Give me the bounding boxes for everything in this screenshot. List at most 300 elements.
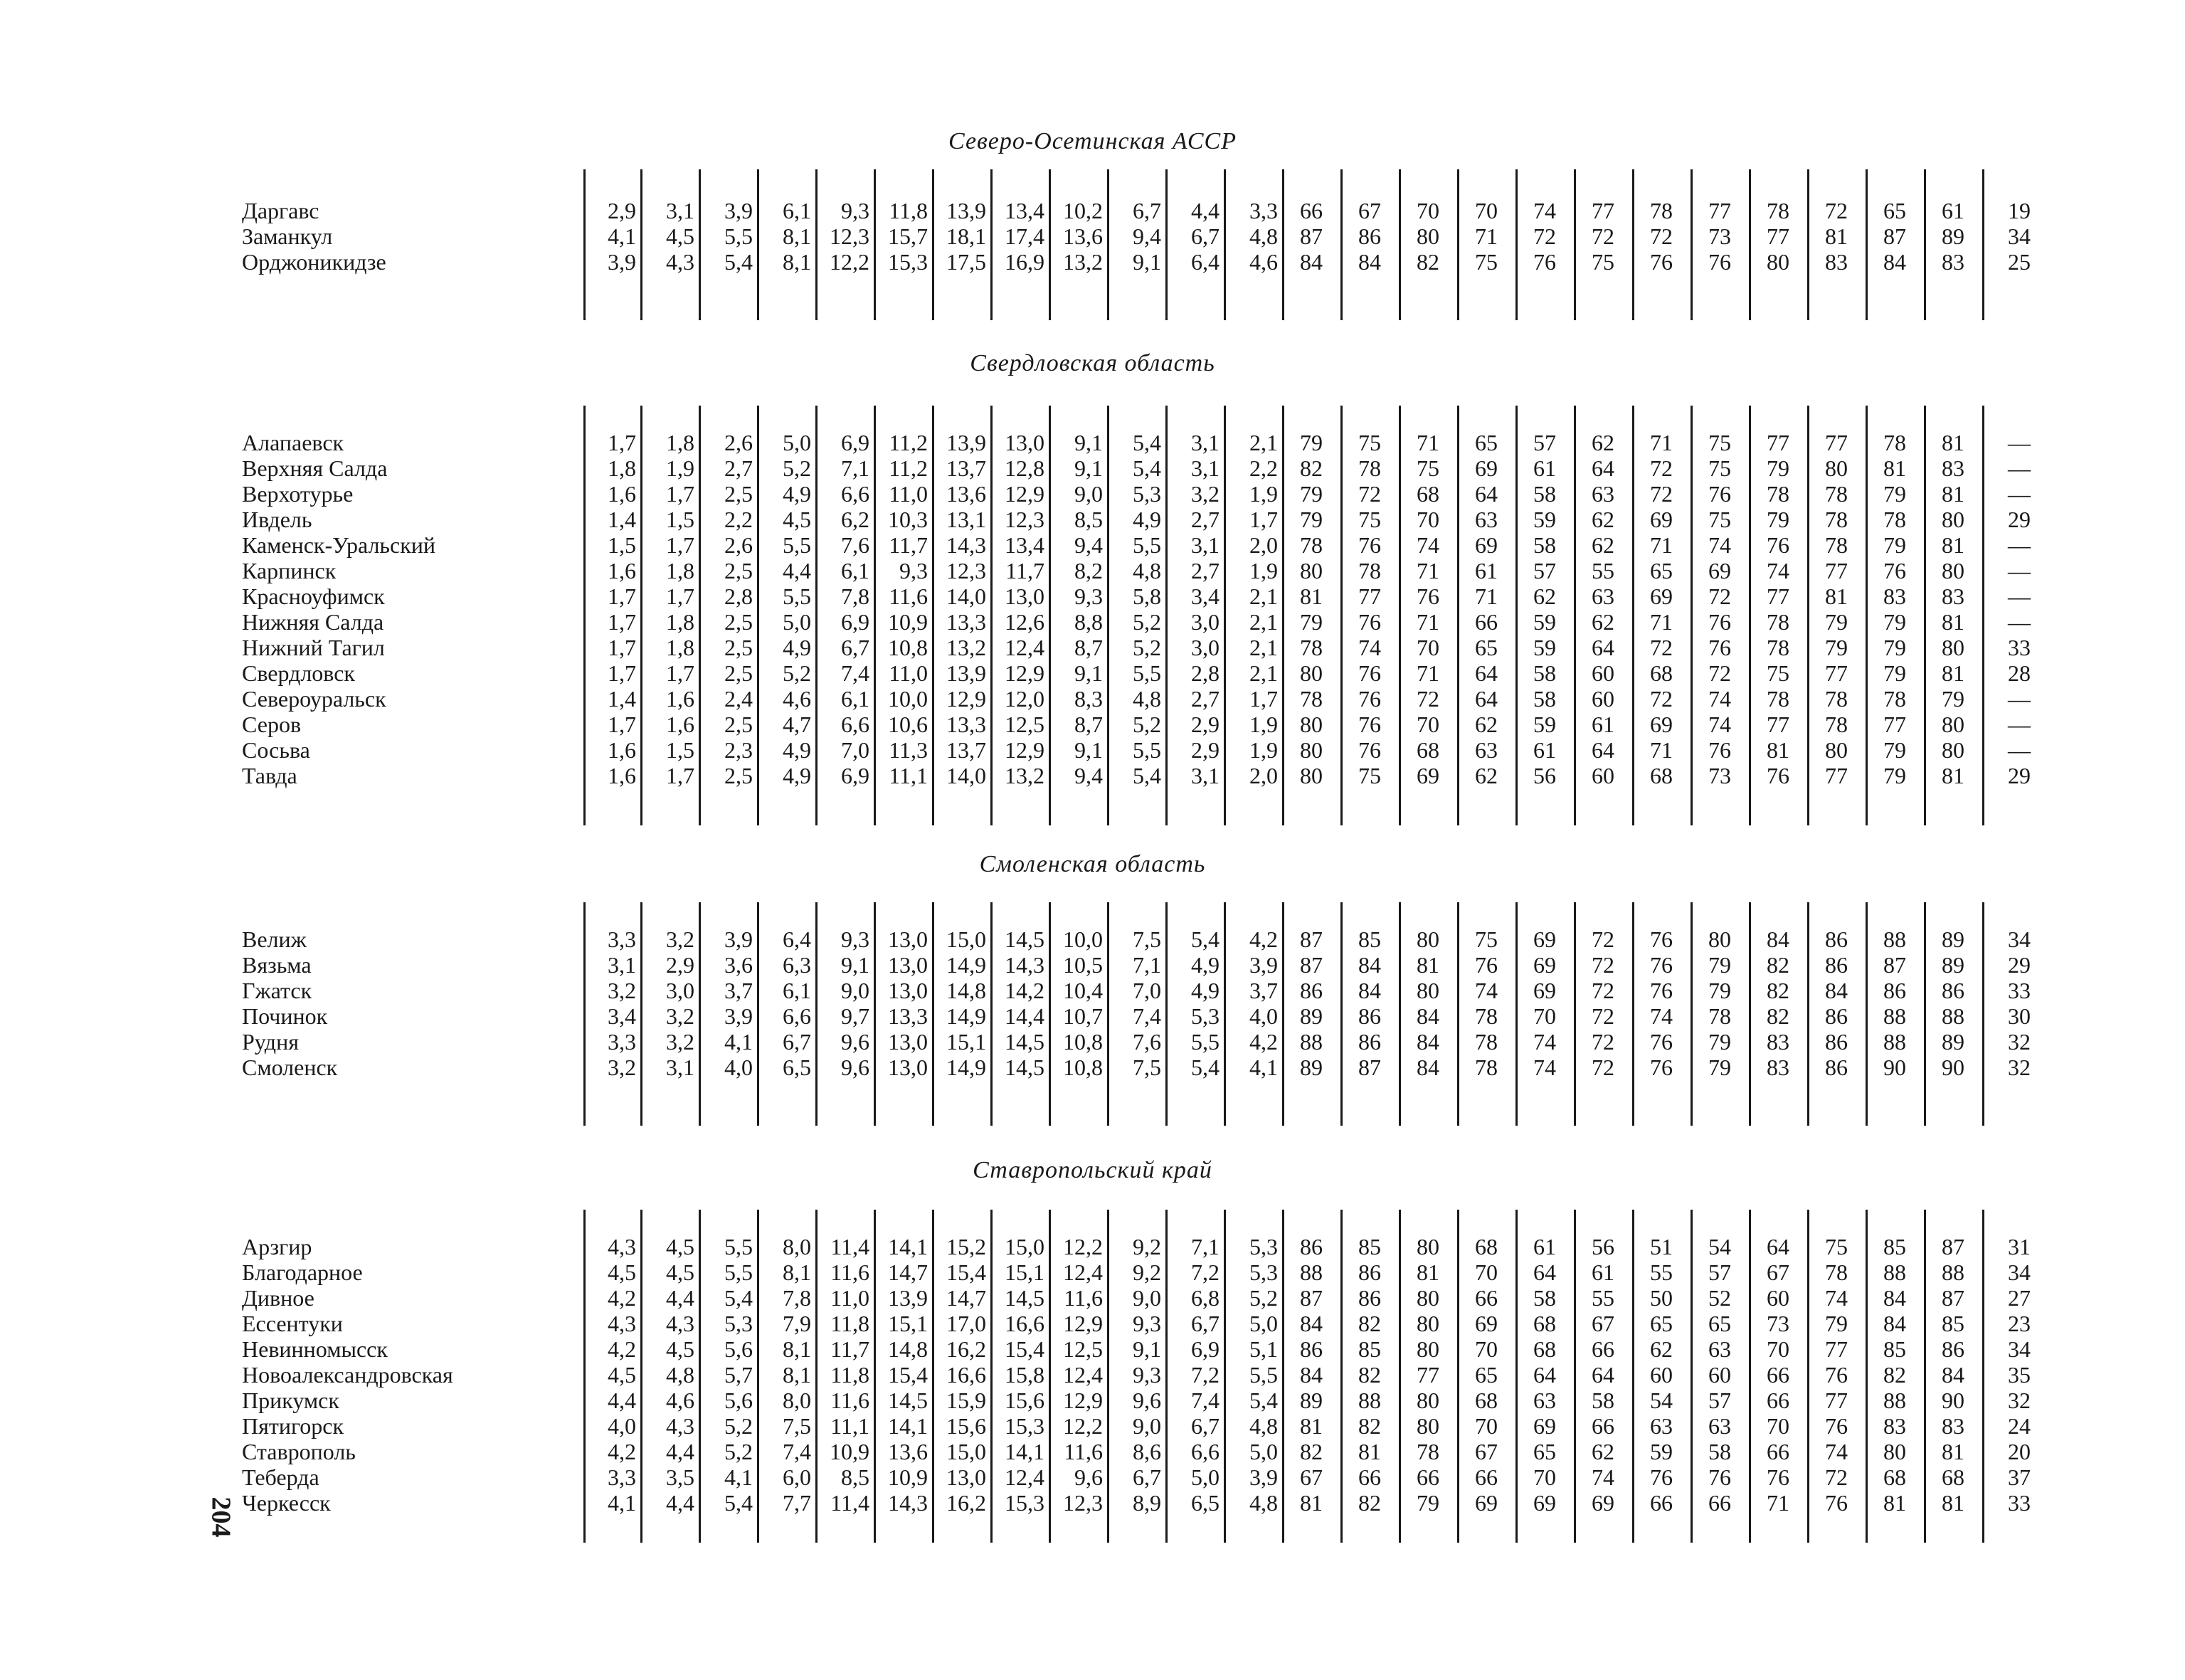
table-cell: 59 xyxy=(1533,712,1556,737)
table-cell: 15,0 xyxy=(946,1439,986,1464)
column-rule xyxy=(1691,169,1693,320)
table-cell: 4,3 xyxy=(666,249,694,275)
station-name: Верхняя Салда xyxy=(242,455,388,481)
column-rule xyxy=(1574,169,1576,320)
station-name: Алапаевск xyxy=(242,430,344,455)
column-rule xyxy=(1632,169,1634,320)
table-cell: 81 xyxy=(1942,763,1964,788)
table-cell: 86 xyxy=(1825,1055,1848,1080)
table-cell: 81 xyxy=(1300,1490,1323,1516)
table-cell: 88 xyxy=(1883,926,1906,952)
table-cell: 77 xyxy=(1592,198,1614,223)
table-cell: 60 xyxy=(1767,1285,1789,1311)
table-cell: 66 xyxy=(1767,1362,1789,1388)
table-cell: — xyxy=(2008,430,2031,455)
table-cell: 68 xyxy=(1475,1388,1498,1413)
table-cell: 13,4 xyxy=(1005,198,1044,223)
table-cell: 78 xyxy=(1825,1259,1848,1285)
table-cell: 76 xyxy=(1650,1055,1673,1080)
table-cell: 78 xyxy=(1475,1003,1498,1029)
table-cell: 15,4 xyxy=(1005,1336,1044,1362)
table-cell: 31 xyxy=(2008,1234,2031,1259)
table-cell: 79 xyxy=(1883,532,1906,558)
table-cell: 79 xyxy=(1300,609,1323,635)
table-cell: 5,0 xyxy=(1249,1311,1278,1336)
table-cell: 82 xyxy=(1417,249,1439,275)
table-cell: 5,4 xyxy=(1191,1055,1220,1080)
table-cell: 1,7 xyxy=(608,712,636,737)
table-cell: 83 xyxy=(1767,1029,1789,1055)
table-cell: 70 xyxy=(1417,198,1439,223)
table-cell: 37 xyxy=(2008,1464,2031,1490)
table-cell: 11,4 xyxy=(830,1490,869,1516)
table-cell: 62 xyxy=(1650,1336,1673,1362)
table-cell: 86 xyxy=(1358,1029,1381,1055)
table-cell: 10,8 xyxy=(1063,1029,1103,1055)
station-name: Невинномысск xyxy=(242,1336,388,1362)
table-cell: 74 xyxy=(1592,1464,1614,1490)
table-cell: 62 xyxy=(1592,507,1614,532)
table-cell: 69 xyxy=(1533,952,1556,978)
table-cell: 90 xyxy=(1883,1055,1906,1080)
station-name: Черкесск xyxy=(242,1490,331,1516)
table-cell: 68 xyxy=(1475,1234,1498,1259)
table-cell: 78 xyxy=(1358,558,1381,583)
column-rule xyxy=(1807,169,1809,320)
table-cell: 86 xyxy=(1358,223,1381,249)
table-cell: 4,5 xyxy=(608,1362,636,1388)
table-cell: 76 xyxy=(1708,249,1731,275)
table-cell: 72 xyxy=(1592,952,1614,978)
table-cell: 77 xyxy=(1767,583,1789,609)
table-cell: 78 xyxy=(1708,1003,1731,1029)
table-cell: 1,7 xyxy=(666,532,694,558)
table-cell: 2,9 xyxy=(608,198,636,223)
table-cell: 66 xyxy=(1767,1439,1789,1464)
table-cell: 1,7 xyxy=(608,430,636,455)
table-cell: 80 xyxy=(1417,223,1439,249)
table-cell: 14,8 xyxy=(946,978,986,1003)
table-cell: 75 xyxy=(1825,1234,1848,1259)
table-cell: 85 xyxy=(1942,1311,1964,1336)
column-rule xyxy=(1107,169,1109,320)
table-cell: 2,1 xyxy=(1249,583,1278,609)
table-cell: 77 xyxy=(1825,660,1848,686)
table-cell: 72 xyxy=(1592,223,1614,249)
table-cell: 71 xyxy=(1475,583,1498,609)
table-cell: 85 xyxy=(1358,926,1381,952)
column-rule xyxy=(1574,902,1576,1126)
table-cell: 8,1 xyxy=(783,223,811,249)
table-cell: 5,5 xyxy=(724,1234,753,1259)
table-cell: 1,8 xyxy=(608,455,636,481)
table-cell: 78 xyxy=(1825,507,1848,532)
table-cell: 80 xyxy=(1417,978,1439,1003)
table-cell: 6,7 xyxy=(1191,223,1220,249)
table-cell: 2,0 xyxy=(1249,763,1278,788)
table-cell: 83 xyxy=(1767,1055,1789,1080)
station-name: Орджоникидзе xyxy=(242,249,386,275)
table-cell: 64 xyxy=(1767,1234,1789,1259)
table-cell: 74 xyxy=(1708,532,1731,558)
table-cell: 78 xyxy=(1883,686,1906,712)
table-cell: 77 xyxy=(1825,558,1848,583)
table-cell: 5,1 xyxy=(1249,1336,1278,1362)
table-cell: 13,9 xyxy=(888,1285,928,1311)
table-cell: 18,1 xyxy=(946,223,986,249)
table-cell: 12,4 xyxy=(1005,635,1044,660)
table-cell: 77 xyxy=(1767,223,1789,249)
table-cell: 87 xyxy=(1300,926,1323,952)
station-name: Тавда xyxy=(242,763,297,788)
table-cell: 69 xyxy=(1533,926,1556,952)
table-cell: 7,2 xyxy=(1191,1259,1220,1285)
table-cell: 17,0 xyxy=(946,1311,986,1336)
column-rule xyxy=(1107,406,1109,825)
table-cell: 12,4 xyxy=(1063,1259,1103,1285)
table-cell: 33 xyxy=(2008,978,2031,1003)
table-cell: 9,6 xyxy=(1133,1388,1161,1413)
table-cell: 15,8 xyxy=(1005,1362,1044,1388)
table-cell: 13,3 xyxy=(888,1003,928,1029)
table-cell: 72 xyxy=(1417,686,1439,712)
table-cell: 60 xyxy=(1592,686,1614,712)
station-name: Рудня xyxy=(242,1029,299,1055)
column-rule xyxy=(699,169,701,320)
column-rule xyxy=(1282,169,1284,320)
table-cell: 5,4 xyxy=(1133,430,1161,455)
table-cell: 7,1 xyxy=(1133,952,1161,978)
table-cell: 70 xyxy=(1533,1003,1556,1029)
station-name: Свердловск xyxy=(242,660,355,686)
table-cell: 86 xyxy=(1883,978,1906,1003)
column-rule xyxy=(1340,169,1343,320)
table-cell: 6,7 xyxy=(1191,1311,1220,1336)
table-cell: 1,5 xyxy=(666,507,694,532)
table-cell: 11,8 xyxy=(830,1311,869,1336)
table-cell: 65 xyxy=(1650,558,1673,583)
table-cell: 15,1 xyxy=(1005,1259,1044,1285)
table-cell: 7,8 xyxy=(841,583,869,609)
table-cell: 2,0 xyxy=(1249,532,1278,558)
table-cell: 11,2 xyxy=(889,455,928,481)
table-cell: 63 xyxy=(1650,1413,1673,1439)
column-rule xyxy=(1749,406,1751,825)
table-cell: 78 xyxy=(1883,507,1906,532)
table-cell: 88 xyxy=(1300,1029,1323,1055)
table-cell: 6,6 xyxy=(1191,1439,1220,1464)
table-cell: 84 xyxy=(1300,1362,1323,1388)
table-cell: 6,4 xyxy=(1191,249,1220,275)
table-cell: 79 xyxy=(1825,635,1848,660)
column-rule xyxy=(640,1210,642,1543)
table-cell: 14,5 xyxy=(1005,1055,1044,1080)
table-cell: 67 xyxy=(1300,1464,1323,1490)
table-cell: 58 xyxy=(1533,660,1556,686)
table-cell: 81 xyxy=(1300,583,1323,609)
table-cell: 69 xyxy=(1650,712,1673,737)
table-cell: 88 xyxy=(1942,1003,1964,1029)
table-cell: — xyxy=(2008,532,2031,558)
column-rule xyxy=(699,1210,701,1543)
column-rule xyxy=(1107,1210,1109,1543)
table-cell: 5,5 xyxy=(724,1259,753,1285)
table-cell: 5,6 xyxy=(724,1336,753,1362)
table-cell: 67 xyxy=(1592,1311,1614,1336)
table-cell: 4,8 xyxy=(1249,1490,1278,1516)
table-cell: 16,2 xyxy=(946,1336,986,1362)
column-rule xyxy=(757,1210,759,1543)
table-cell: 74 xyxy=(1417,532,1439,558)
table-cell: 2,8 xyxy=(724,583,753,609)
table-cell: 5,5 xyxy=(1133,660,1161,686)
table-cell: 1,6 xyxy=(608,481,636,507)
table-cell: 73 xyxy=(1708,223,1731,249)
table-cell: 82 xyxy=(1300,455,1323,481)
table-cell: 79 xyxy=(1708,1055,1731,1080)
table-cell: 4,9 xyxy=(783,635,811,660)
table-cell: 6,6 xyxy=(841,712,869,737)
table-cell: 2,9 xyxy=(1191,712,1220,737)
table-cell: 13,7 xyxy=(946,455,986,481)
table-cell: 89 xyxy=(1300,1388,1323,1413)
table-cell: 79 xyxy=(1825,1311,1848,1336)
column-rule xyxy=(815,902,818,1126)
table-cell: 6,5 xyxy=(783,1055,811,1080)
table-cell: 79 xyxy=(1767,507,1789,532)
table-cell: 10,9 xyxy=(888,1464,928,1490)
station-name: Теберда xyxy=(242,1464,319,1490)
table-cell: 16,6 xyxy=(946,1362,986,1388)
column-rule xyxy=(1165,406,1168,825)
table-cell: 4,5 xyxy=(783,507,811,532)
table-cell: 81 xyxy=(1358,1439,1381,1464)
table-cell: 5,2 xyxy=(1249,1285,1278,1311)
table-cell: 82 xyxy=(1883,1362,1906,1388)
table-cell: 4,9 xyxy=(1133,507,1161,532)
table-cell: 69 xyxy=(1475,532,1498,558)
table-cell: 59 xyxy=(1533,507,1556,532)
table-cell: 14,5 xyxy=(1005,926,1044,952)
column-rule xyxy=(815,406,818,825)
table-cell: 9,1 xyxy=(1074,737,1103,763)
table-cell: 61 xyxy=(1592,712,1614,737)
column-rule xyxy=(1340,406,1343,825)
column-rule xyxy=(1691,1210,1693,1543)
table-cell: 66 xyxy=(1592,1413,1614,1439)
column-rule xyxy=(757,902,759,1126)
column-rule xyxy=(932,169,934,320)
table-cell: 19 xyxy=(2008,198,2031,223)
table-cell: 4,6 xyxy=(1249,249,1278,275)
table-cell: 13,4 xyxy=(1005,532,1044,558)
table-cell: 79 xyxy=(1883,481,1906,507)
table-cell: 55 xyxy=(1650,1259,1673,1285)
column-rule xyxy=(1749,1210,1751,1543)
table-cell: 3,6 xyxy=(724,952,753,978)
table-cell: 60 xyxy=(1708,1362,1731,1388)
column-rule xyxy=(1049,406,1051,825)
station-name: Ивдель xyxy=(242,507,312,532)
table-cell: 9,3 xyxy=(899,558,928,583)
table-cell: 79 xyxy=(1883,609,1906,635)
table-cell: 71 xyxy=(1417,660,1439,686)
table-cell: 8,8 xyxy=(1074,609,1103,635)
station-name: Заманкул xyxy=(242,223,333,249)
table-cell: 27 xyxy=(2008,1285,2031,1311)
table-cell: 1,6 xyxy=(608,763,636,788)
table-cell: 69 xyxy=(1533,978,1556,1003)
table-cell: 3,9 xyxy=(724,1003,753,1029)
table-cell: 4,4 xyxy=(666,1439,694,1464)
table-cell: 76 xyxy=(1825,1362,1848,1388)
table-cell: 65 xyxy=(1650,1311,1673,1336)
table-cell: 4,8 xyxy=(1133,558,1161,583)
table-cell: 83 xyxy=(1942,1413,1964,1439)
table-cell: 67 xyxy=(1767,1259,1789,1285)
column-rule xyxy=(1107,902,1109,1126)
table-cell: 84 xyxy=(1300,1311,1323,1336)
table-cell: 75 xyxy=(1417,455,1439,481)
table-cell: 4,5 xyxy=(666,223,694,249)
table-cell: 5,0 xyxy=(1249,1439,1278,1464)
table-cell: 86 xyxy=(1825,926,1848,952)
table-cell: 76 xyxy=(1358,609,1381,635)
table-cell: 84 xyxy=(1417,1055,1439,1080)
table-cell: 80 xyxy=(1417,1413,1439,1439)
table-cell: 89 xyxy=(1300,1055,1323,1080)
table-cell: 3,1 xyxy=(666,198,694,223)
table-cell: 3,3 xyxy=(608,1029,636,1055)
table-cell: 9,3 xyxy=(1133,1311,1161,1336)
table-cell: 78 xyxy=(1300,532,1323,558)
table-cell: 1,6 xyxy=(666,686,694,712)
table-cell: 4,0 xyxy=(724,1055,753,1080)
table-cell: 9,0 xyxy=(841,978,869,1003)
table-cell: 56 xyxy=(1592,1234,1614,1259)
column-rule xyxy=(583,406,586,825)
table-cell: 3,1 xyxy=(666,1055,694,1080)
table-cell: 4,8 xyxy=(1133,686,1161,712)
column-rule xyxy=(1515,406,1518,825)
table-cell: 77 xyxy=(1358,583,1381,609)
column-rule xyxy=(640,406,642,825)
table-cell: 65 xyxy=(1475,430,1498,455)
table-cell: 12,9 xyxy=(946,686,986,712)
table-cell: 72 xyxy=(1592,1055,1614,1080)
table-cell: 4,1 xyxy=(608,223,636,249)
column-rule xyxy=(1224,169,1226,320)
table-cell: 7,6 xyxy=(1133,1029,1161,1055)
table-cell: 1,7 xyxy=(1249,686,1278,712)
column-rule xyxy=(1749,169,1751,320)
table-cell: 11,2 xyxy=(889,430,928,455)
table-cell: 14,5 xyxy=(1005,1029,1044,1055)
table-cell: 72 xyxy=(1533,223,1556,249)
table-cell: 80 xyxy=(1942,507,1964,532)
table-cell: 70 xyxy=(1767,1413,1789,1439)
table-cell: 14,7 xyxy=(946,1285,986,1311)
table-cell: 14,7 xyxy=(888,1259,928,1285)
table-cell: 9,1 xyxy=(1133,249,1161,275)
table-cell: 4,5 xyxy=(666,1336,694,1362)
table-cell: 35 xyxy=(2008,1362,2031,1388)
table-cell: 64 xyxy=(1475,660,1498,686)
table-cell: 81 xyxy=(1825,583,1848,609)
table-cell: 4,2 xyxy=(1249,1029,1278,1055)
column-rule xyxy=(1457,406,1459,825)
table-cell: 85 xyxy=(1358,1336,1381,1362)
table-cell: 84 xyxy=(1883,1285,1906,1311)
table-cell: 5,3 xyxy=(724,1311,753,1336)
table-cell: 14,9 xyxy=(946,1055,986,1080)
table-cell: 72 xyxy=(1708,660,1731,686)
table-cell: 76 xyxy=(1533,249,1556,275)
table-cell: 5,4 xyxy=(724,1490,753,1516)
table-cell: 4,8 xyxy=(666,1362,694,1388)
table-cell: 66 xyxy=(1417,1464,1439,1490)
table-cell: 6,7 xyxy=(841,635,869,660)
table-cell: 58 xyxy=(1533,532,1556,558)
table-cell: 63 xyxy=(1475,507,1498,532)
table-cell: 66 xyxy=(1475,1285,1498,1311)
table-cell: 5,4 xyxy=(724,1285,753,1311)
table-cell: 76 xyxy=(1825,1490,1848,1516)
table-cell: 78 xyxy=(1358,455,1381,481)
table-cell: 2,3 xyxy=(724,737,753,763)
table-cell: 8,1 xyxy=(783,1336,811,1362)
table-cell: 76 xyxy=(1708,1464,1731,1490)
table-cell: 5,5 xyxy=(1249,1362,1278,1388)
table-cell: 70 xyxy=(1417,507,1439,532)
column-rule xyxy=(1224,406,1226,825)
table-cell: 72 xyxy=(1650,686,1673,712)
column-rule xyxy=(990,406,993,825)
table-cell: 7,2 xyxy=(1191,1362,1220,1388)
table-cell: 58 xyxy=(1533,686,1556,712)
column-rule xyxy=(1632,406,1634,825)
table-cell: 6,6 xyxy=(841,481,869,507)
table-cell: 9,0 xyxy=(1074,481,1103,507)
table-cell: 5,5 xyxy=(783,532,811,558)
table-cell: 4,7 xyxy=(783,712,811,737)
table-cell: 9,3 xyxy=(1074,583,1103,609)
table-cell: 6,9 xyxy=(841,430,869,455)
station-name: Благодарное xyxy=(242,1259,363,1285)
column-rule xyxy=(757,406,759,825)
table-cell: 7,5 xyxy=(1133,1055,1161,1080)
table-cell: 1,8 xyxy=(666,430,694,455)
table-cell: 70 xyxy=(1475,198,1498,223)
table-cell: 1,9 xyxy=(1249,558,1278,583)
table-cell: 7,7 xyxy=(783,1490,811,1516)
table-cell: 9,1 xyxy=(1074,455,1103,481)
table-cell: 32 xyxy=(2008,1388,2031,1413)
column-rule xyxy=(1807,406,1809,825)
table-cell: 1,9 xyxy=(1249,712,1278,737)
table-cell: 79 xyxy=(1883,635,1906,660)
table-cell: 4,4 xyxy=(1191,198,1220,223)
table-cell: 12,3 xyxy=(1005,507,1044,532)
table-cell: 2,4 xyxy=(724,686,753,712)
table-cell: 83 xyxy=(1825,249,1848,275)
table-cell: 68 xyxy=(1417,737,1439,763)
table-cell: 73 xyxy=(1708,763,1731,788)
station-name: Нижний Тагил xyxy=(242,635,385,660)
table-cell: 4,1 xyxy=(724,1029,753,1055)
table-cell: 74 xyxy=(1533,1055,1556,1080)
table-cell: 54 xyxy=(1650,1388,1673,1413)
